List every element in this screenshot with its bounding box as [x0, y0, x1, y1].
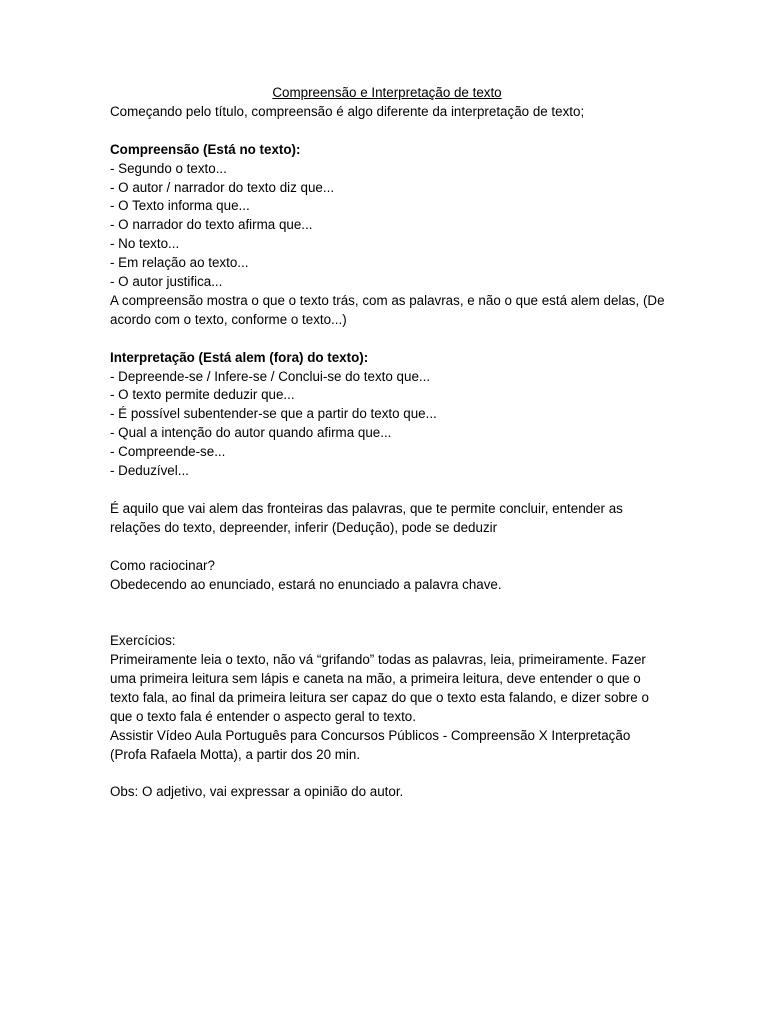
exercises-text: Primeiramente leia o texto, não vá “grifando” todas as palavras, leia, primeiramente. Fazer uma primeira leitura sem lápis e caneta na mão, a primeira leitura, deve entender o que o texto fala, ao final da primeira leitura ser capaz do que o texto esta falando, e dizer sobre o que o texto fala é entender o aspecto geral to texto. — [110, 652, 649, 724]
spacer — [110, 330, 670, 349]
exercises-heading: Exercícios: — [110, 633, 176, 649]
reasoning-question: Como raciocinar? — [110, 557, 215, 573]
list-item: - É possível subentender-se que a partir do texto que... — [110, 406, 437, 422]
interpretation-heading: Interpretação (Está alem (fora) do texto): — [110, 349, 369, 365]
comprehension-list — [110, 160, 670, 292]
list-item: - Deduzível... — [110, 463, 189, 479]
intro-text: Começando pelo título, compreensão é algo diferente da interpretação de texto; — [110, 103, 585, 119]
list-item: - O autor justifica... — [110, 274, 223, 290]
spacer — [110, 538, 670, 557]
spacer — [110, 122, 670, 141]
list-item: - O narrador do texto afirma que... — [110, 217, 313, 233]
interpretation-summary: É aquilo que vai alem das fronteiras das palavras, que te permite concluir, entender as relações do texto, depreender, inferir (Dedução), pode se deduzir — [110, 500, 623, 535]
list-item: - Depreende-se / Infere-se / Conclui-se do texto que... — [110, 368, 431, 384]
exercises-video: Assistir Vídeo Aula Português para Concursos Públicos - Compreensão X Interpretação (Profa Rafaela Motta), a partir dos 20 min. — [110, 727, 631, 762]
list-item: - O Texto informa que... — [110, 198, 250, 214]
spacer — [110, 765, 670, 784]
list-item: - Qual a intenção do autor quando afirma que... — [110, 425, 392, 441]
list-item: - O texto permite deduzir que... — [110, 387, 295, 403]
document-page — [110, 84, 670, 802]
document-title: Compreensão e Interpretação de texto — [272, 85, 502, 100]
list-item: - Compreende-se... — [110, 444, 226, 460]
list-item: - Em relação ao texto... — [110, 255, 249, 271]
reasoning-answer: Obedecendo ao enunciado, estará no enunciado a palavra chave. — [110, 576, 502, 592]
spacer — [110, 594, 670, 632]
comprehension-summary: A compreensão mostra o que o texto trás, com as palavras, e não o que está alem delas, (De acordo com o texto, conforme o texto...) — [110, 292, 665, 327]
comprehension-heading: Compreensão (Está no texto): — [110, 141, 301, 157]
list-item: - No texto... — [110, 236, 180, 252]
interpretation-list — [110, 368, 670, 481]
author-note: Obs: O adjetivo, vai expressar a opinião do autor. — [110, 784, 404, 800]
spacer — [110, 481, 670, 500]
list-item: - Segundo o texto... — [110, 160, 227, 176]
list-item: - O autor / narrador do texto diz que... — [110, 179, 335, 195]
